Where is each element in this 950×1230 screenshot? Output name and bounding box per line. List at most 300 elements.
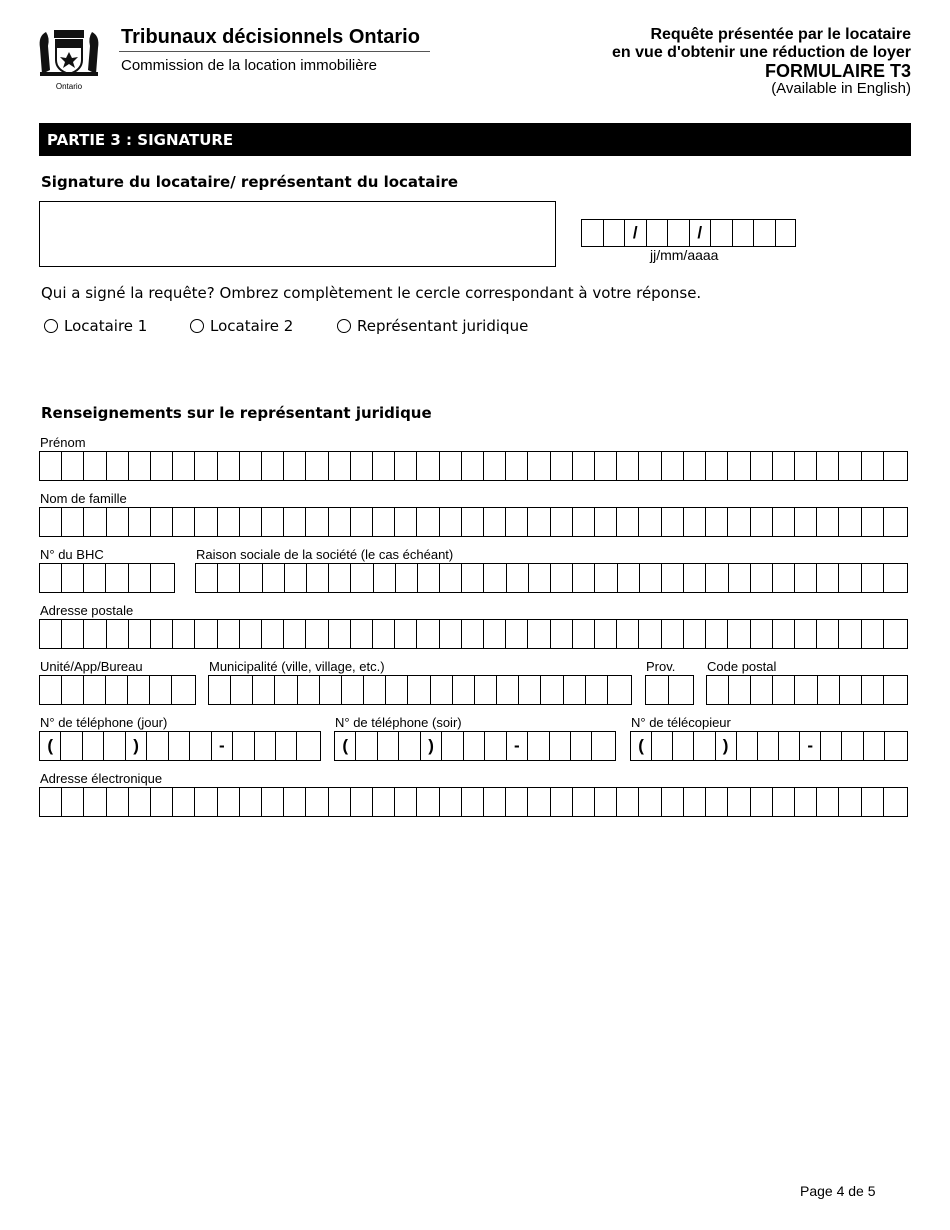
char-cell — [573, 788, 595, 816]
char-cell — [773, 620, 795, 648]
char-cell — [506, 508, 528, 536]
char-cell — [573, 508, 595, 536]
char-cell — [773, 676, 795, 704]
char-cell — [442, 732, 463, 760]
char-cell — [571, 732, 592, 760]
char-cell — [462, 788, 484, 816]
char-cell — [84, 620, 106, 648]
char-cell — [751, 788, 773, 816]
char-cell — [595, 620, 617, 648]
char-cell — [862, 620, 884, 648]
char-cell — [62, 452, 84, 480]
char-cell — [150, 676, 172, 704]
char-cell — [399, 732, 420, 760]
char-cell — [151, 508, 173, 536]
char-cell — [151, 564, 173, 592]
char-cell — [431, 676, 453, 704]
char-cell — [83, 732, 104, 760]
char-cell — [284, 620, 306, 648]
char-cell — [795, 452, 817, 480]
char-cell — [307, 564, 329, 592]
char-cell — [329, 508, 351, 536]
fax-label: N° de télécopieur — [631, 715, 731, 730]
date-field[interactable] — [581, 219, 796, 247]
signer-question: Qui a signé la requête? Ombrez complètement le cercle correspondant à votre réponse. — [41, 284, 702, 302]
char-cell — [662, 788, 684, 816]
char-cell — [839, 564, 861, 592]
char-cell — [817, 788, 839, 816]
char-cell — [107, 452, 129, 480]
fax-field[interactable] — [630, 731, 908, 761]
char-cell — [646, 676, 669, 704]
char-cell — [173, 508, 195, 536]
postal-code-label: Code postal — [707, 659, 777, 674]
char-cell — [218, 788, 240, 816]
char-cell — [233, 732, 254, 760]
char-cell — [773, 788, 795, 816]
char-cell — [195, 620, 217, 648]
char-cell — [751, 564, 773, 592]
char-cell — [262, 620, 284, 648]
address-label: Adresse postale — [40, 603, 134, 618]
signature-box[interactable] — [39, 201, 556, 267]
char-cell — [169, 732, 190, 760]
char-cell — [84, 676, 106, 704]
char-cell — [351, 620, 373, 648]
char-cell — [662, 620, 684, 648]
char-cell — [706, 620, 728, 648]
radio-circle-icon — [190, 319, 204, 333]
radio-label: Locataire 1 — [64, 317, 148, 335]
char-cell — [737, 732, 758, 760]
char-cell — [61, 732, 82, 760]
char-cell — [541, 676, 563, 704]
available-english: (Available in English) — [771, 80, 911, 97]
char-cell — [263, 564, 285, 592]
char-cell — [231, 676, 253, 704]
char-cell — [652, 732, 673, 760]
char-cell — [484, 564, 506, 592]
radio-tenant-2[interactable] — [190, 317, 293, 335]
char-cell — [595, 452, 617, 480]
radio-legal-rep[interactable] — [337, 317, 528, 335]
last-name-field[interactable] — [39, 507, 908, 537]
char-cell — [240, 788, 262, 816]
char-cell — [395, 508, 417, 536]
province-field[interactable] — [645, 675, 694, 705]
char-cell — [173, 788, 195, 816]
unit-label: Unité/App/Bureau — [40, 659, 143, 674]
char-cell — [528, 620, 550, 648]
char-cell — [395, 788, 417, 816]
char-cell — [104, 732, 125, 760]
char-cell — [795, 788, 817, 816]
char-cell — [284, 452, 306, 480]
char-cell — [329, 620, 351, 648]
char-cell — [218, 508, 240, 536]
char-cell — [707, 676, 729, 704]
char-cell — [440, 788, 462, 816]
char-cell — [839, 452, 861, 480]
char-cell — [573, 620, 595, 648]
char-cell — [817, 508, 839, 536]
char-cell — [506, 788, 528, 816]
char-cell — [84, 508, 106, 536]
municipality-label: Municipalité (ville, village, etc.) — [209, 659, 385, 674]
char-cell — [608, 676, 630, 704]
char-cell — [639, 788, 661, 816]
date-format-hint: jj/mm/aaaa — [650, 247, 719, 263]
char-cell — [62, 620, 84, 648]
form-title-line2: en vue d'obtenir une réduction de loyer — [612, 44, 911, 61]
char-cell — [40, 564, 62, 592]
signature-label: Signature du locataire/ représentant du locataire — [41, 173, 459, 191]
char-cell — [662, 508, 684, 536]
char-cell — [550, 732, 571, 760]
char-cell — [864, 732, 885, 760]
phone-day-label: N° de téléphone (jour) — [40, 715, 168, 730]
date-separator: / — [690, 220, 712, 246]
phone-separator: ) — [126, 732, 147, 760]
char-cell — [551, 788, 573, 816]
date-separator: / — [625, 220, 647, 246]
char-cell — [497, 676, 519, 704]
char-cell — [172, 676, 194, 704]
char-cell — [728, 452, 750, 480]
char-cell — [320, 676, 342, 704]
address-field[interactable] — [39, 619, 908, 649]
char-cell — [453, 676, 475, 704]
char-cell — [617, 788, 639, 816]
org-name: Tribunaux décisionnels Ontario — [121, 26, 420, 48]
char-cell — [373, 508, 395, 536]
char-cell — [195, 452, 217, 480]
char-cell — [684, 620, 706, 648]
char-cell — [507, 564, 529, 592]
header-rule — [119, 51, 430, 52]
char-cell — [862, 452, 884, 480]
char-cell — [839, 508, 861, 536]
char-cell — [151, 452, 173, 480]
char-cell — [551, 620, 573, 648]
phone-separator: - — [800, 732, 821, 760]
char-cell — [821, 732, 842, 760]
char-cell — [240, 452, 262, 480]
radio-circle-icon — [337, 319, 351, 333]
char-cell — [395, 452, 417, 480]
phone-evening-field[interactable] — [334, 731, 616, 761]
char-cell — [884, 564, 906, 592]
char-cell — [173, 452, 195, 480]
char-cell — [773, 564, 795, 592]
char-cell — [129, 564, 151, 592]
char-cell — [779, 732, 800, 760]
char-cell — [618, 564, 640, 592]
char-cell — [84, 564, 106, 592]
char-cell — [417, 620, 439, 648]
char-cell — [298, 676, 320, 704]
char-cell — [84, 452, 106, 480]
char-cell — [684, 508, 706, 536]
char-cell — [884, 788, 906, 816]
char-cell — [62, 676, 84, 704]
char-cell — [773, 508, 795, 536]
char-cell — [706, 508, 728, 536]
char-cell — [462, 620, 484, 648]
char-cell — [795, 620, 817, 648]
char-cell — [284, 508, 306, 536]
first-name-label: Prénom — [40, 435, 86, 450]
org-subtitle: Commission de la location immobilière — [121, 57, 377, 74]
municipality-field[interactable] — [208, 675, 632, 705]
email-field[interactable] — [39, 787, 908, 817]
char-cell — [195, 788, 217, 816]
char-cell — [106, 564, 128, 592]
char-cell — [107, 788, 129, 816]
char-cell — [551, 452, 573, 480]
char-cell — [417, 508, 439, 536]
char-cell — [639, 620, 661, 648]
char-cell — [884, 452, 906, 480]
char-cell — [373, 452, 395, 480]
char-cell — [728, 788, 750, 816]
phone-day-field[interactable] — [39, 731, 321, 761]
char-cell — [862, 676, 884, 704]
char-cell — [817, 564, 839, 592]
char-cell — [694, 732, 715, 760]
char-cell — [795, 508, 817, 536]
phone-separator: ) — [421, 732, 442, 760]
char-cell — [840, 676, 862, 704]
char-cell — [106, 676, 128, 704]
char-cell — [218, 564, 240, 592]
char-cell — [684, 564, 706, 592]
char-cell — [240, 620, 262, 648]
char-cell — [151, 788, 173, 816]
char-cell — [276, 732, 297, 760]
char-cell — [351, 452, 373, 480]
char-cell — [351, 508, 373, 536]
char-cell — [440, 620, 462, 648]
char-cell — [262, 788, 284, 816]
char-cell — [128, 676, 150, 704]
postal-code-field[interactable] — [706, 675, 908, 705]
char-cell — [262, 452, 284, 480]
char-cell — [795, 564, 817, 592]
char-cell — [751, 620, 773, 648]
email-label: Adresse électronique — [40, 771, 163, 786]
char-cell — [275, 676, 297, 704]
char-cell — [351, 788, 373, 816]
char-cell — [639, 508, 661, 536]
char-cell — [662, 452, 684, 480]
char-cell — [351, 564, 373, 592]
char-cell — [728, 620, 750, 648]
char-cell — [728, 508, 750, 536]
char-cell — [529, 564, 551, 592]
char-cell — [485, 732, 506, 760]
char-cell — [40, 452, 62, 480]
char-cell — [462, 508, 484, 536]
char-cell — [818, 676, 840, 704]
char-cell — [842, 732, 863, 760]
char-cell — [751, 508, 773, 536]
char-cell — [462, 564, 484, 592]
phone-evening-label: N° de téléphone (soir) — [335, 715, 462, 730]
char-cell — [475, 676, 497, 704]
char-cell — [395, 620, 417, 648]
char-cell — [884, 508, 906, 536]
char-cell — [107, 508, 129, 536]
phone-separator: ) — [716, 732, 737, 760]
char-cell — [551, 508, 573, 536]
char-cell — [706, 788, 728, 816]
char-cell — [639, 452, 661, 480]
char-cell — [218, 620, 240, 648]
char-cell — [418, 564, 440, 592]
province-label: Prov. — [646, 659, 676, 674]
char-cell — [107, 620, 129, 648]
char-cell — [564, 676, 586, 704]
phone-separator: - — [212, 732, 233, 760]
char-cell — [62, 508, 84, 536]
char-cell — [240, 508, 262, 536]
char-cell — [884, 676, 906, 704]
last-name-label: Nom de famille — [40, 491, 127, 506]
char-cell — [640, 564, 662, 592]
company-name-field[interactable] — [195, 563, 908, 593]
char-cell — [595, 564, 617, 592]
char-cell — [40, 620, 62, 648]
char-cell — [751, 452, 773, 480]
char-cell — [884, 620, 906, 648]
char-cell — [285, 564, 307, 592]
char-cell — [129, 452, 151, 480]
char-cell — [253, 676, 275, 704]
char-cell — [773, 452, 795, 480]
char-cell — [306, 508, 328, 536]
char-cell — [218, 452, 240, 480]
char-cell — [669, 676, 692, 704]
phone-separator: ( — [40, 732, 61, 760]
char-cell — [306, 788, 328, 816]
char-cell — [84, 788, 106, 816]
char-cell — [729, 676, 751, 704]
char-cell — [196, 564, 218, 592]
char-cell — [484, 452, 506, 480]
char-cell — [440, 564, 462, 592]
char-cell — [528, 452, 550, 480]
char-cell — [209, 676, 231, 704]
char-cell — [329, 452, 351, 480]
char-cell — [706, 564, 728, 592]
char-cell — [440, 508, 462, 536]
char-cell — [506, 620, 528, 648]
char-cell — [484, 508, 506, 536]
ontario-logo — [36, 26, 102, 94]
char-cell — [595, 788, 617, 816]
char-cell — [528, 732, 549, 760]
char-cell — [519, 676, 541, 704]
form-title-block — [612, 26, 911, 98]
char-cell — [129, 788, 151, 816]
char-cell — [417, 452, 439, 480]
char-cell — [240, 564, 262, 592]
char-cell — [40, 676, 62, 704]
char-cell — [417, 788, 439, 816]
char-cell — [573, 452, 595, 480]
char-cell — [758, 732, 779, 760]
radio-label: Représentant juridique — [357, 317, 529, 335]
char-cell — [129, 508, 151, 536]
char-cell — [729, 564, 751, 592]
char-cell — [396, 564, 418, 592]
char-cell — [62, 564, 84, 592]
char-cell — [151, 620, 173, 648]
char-cell — [262, 508, 284, 536]
char-cell — [817, 620, 839, 648]
char-cell — [862, 788, 884, 816]
char-cell — [673, 732, 694, 760]
char-cell — [484, 788, 506, 816]
char-cell — [551, 564, 573, 592]
char-cell — [297, 732, 318, 760]
first-name-field[interactable] — [39, 451, 908, 481]
char-cell — [147, 732, 168, 760]
char-cell — [617, 508, 639, 536]
char-cell — [408, 676, 430, 704]
page-number: Page 4 de 5 — [800, 1183, 876, 1199]
char-cell — [464, 732, 485, 760]
char-cell — [378, 732, 399, 760]
form-id: FORMULAIRE T3 — [765, 61, 911, 81]
char-cell — [342, 676, 364, 704]
char-cell — [617, 620, 639, 648]
radio-label: Locataire 2 — [210, 317, 294, 335]
radio-tenant-1[interactable] — [44, 317, 147, 335]
char-cell — [617, 452, 639, 480]
char-cell — [817, 452, 839, 480]
char-cell — [306, 452, 328, 480]
char-cell — [751, 676, 773, 704]
char-cell — [40, 508, 62, 536]
unit-field[interactable] — [39, 675, 196, 705]
char-cell — [462, 452, 484, 480]
char-cell — [795, 676, 817, 704]
char-cell — [592, 732, 613, 760]
lso-number-field[interactable] — [39, 563, 175, 593]
company-label: Raison sociale de la société (le cas échéant) — [196, 547, 454, 562]
char-cell — [484, 620, 506, 648]
radio-circle-icon — [44, 319, 58, 333]
char-cell — [373, 788, 395, 816]
char-cell — [364, 676, 386, 704]
char-cell — [839, 788, 861, 816]
phone-separator: ( — [335, 732, 356, 760]
char-cell — [839, 620, 861, 648]
char-cell — [329, 788, 351, 816]
char-cell — [195, 508, 217, 536]
char-cell — [284, 788, 306, 816]
char-cell — [573, 564, 595, 592]
phone-separator: ( — [631, 732, 652, 760]
char-cell — [528, 788, 550, 816]
lso-label: N° du BHC — [40, 547, 104, 562]
char-cell — [329, 564, 351, 592]
rep-heading: Renseignements sur le représentant juridique — [41, 404, 432, 422]
phone-separator: - — [507, 732, 528, 760]
char-cell — [190, 732, 211, 760]
